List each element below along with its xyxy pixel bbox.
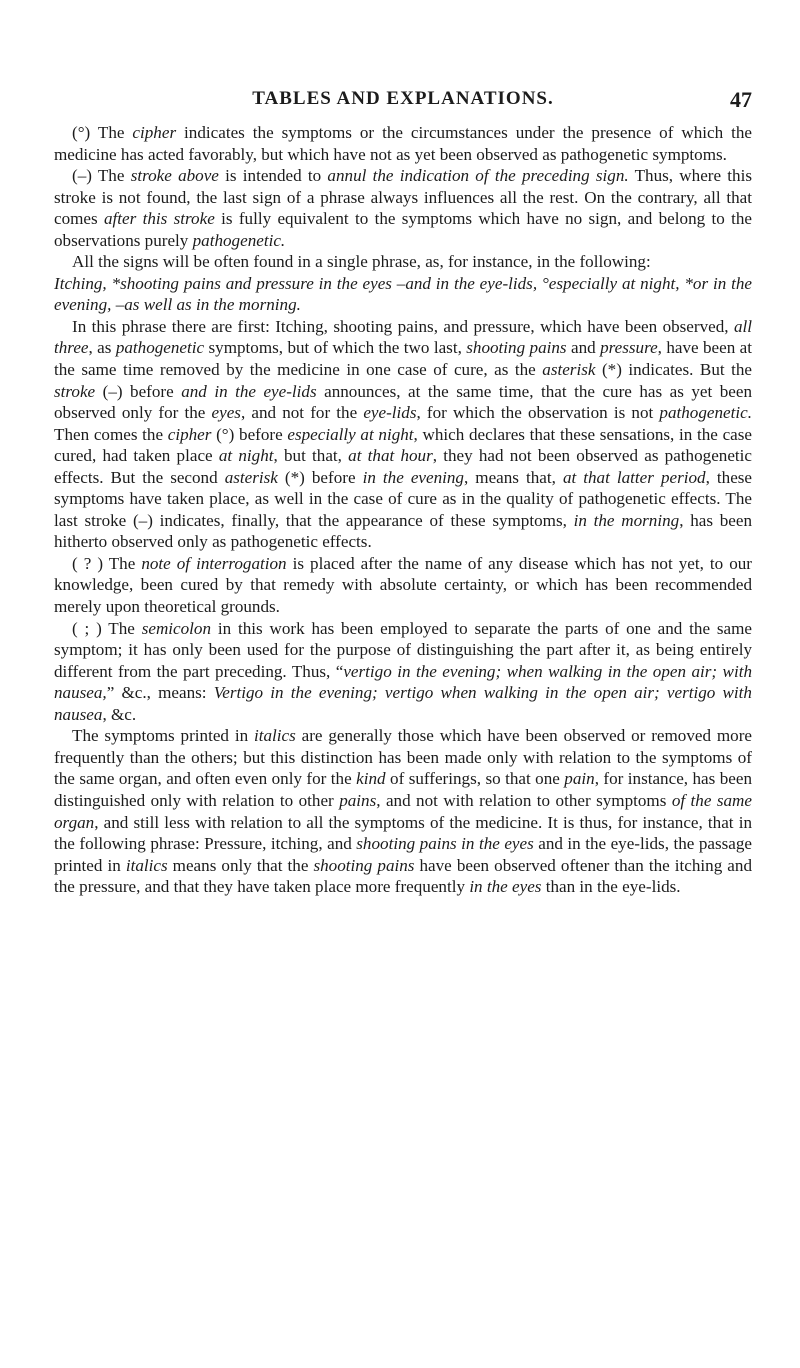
italic-text: asterisk bbox=[224, 467, 278, 487]
text-run: All the signs will be often found in a single phrase, as, for instance, in the following: bbox=[72, 252, 651, 272]
text-run: , has been hitherto observed only as pathogenetic effects. bbox=[54, 510, 752, 552]
italic-text: at that latter period bbox=[562, 467, 706, 487]
italic-text: vertigo in the evening; when walking in the open air; with nausea, bbox=[54, 661, 752, 703]
italic-text: all three bbox=[54, 316, 752, 358]
italic-text: in the evening bbox=[362, 467, 464, 487]
text-run: , means that, bbox=[463, 467, 563, 487]
text-run: , which declares that these sensations, in the case cured, had taken place bbox=[54, 424, 752, 466]
running-head: TABLES AND EXPLANATIONS. bbox=[252, 88, 554, 109]
text-run: (–) before bbox=[95, 381, 182, 401]
text-run: and bbox=[566, 338, 601, 358]
book-page bbox=[54, 88, 752, 898]
text-run: are generally those which have been observed or removed more frequently than the others; but this distinction has been made only with relation to the symptoms of the same organ, and often even only for the bbox=[54, 726, 752, 789]
italic-text: shooting pains in the eyes bbox=[356, 834, 534, 854]
text-run: have been observed oftener than the itching and the pressure, and that they have taken place more frequently bbox=[54, 855, 752, 897]
text-run: is fully equivalent to the symptoms which have no sign, and belong to the observations purely bbox=[54, 209, 752, 250]
italic-text: in the morning bbox=[573, 510, 680, 530]
text-run: , as bbox=[88, 338, 116, 358]
text-run: (*) indicates. But the bbox=[595, 360, 752, 380]
paragraph bbox=[54, 316, 752, 553]
text-run: , and not for the bbox=[240, 403, 364, 423]
italic-text: eyes bbox=[211, 403, 241, 423]
text-run: ( ? ) The bbox=[72, 553, 142, 573]
italic-text: pathogenetic. bbox=[659, 403, 752, 423]
text-run: (°) before bbox=[211, 424, 288, 444]
paragraph bbox=[54, 725, 752, 897]
paragraph bbox=[54, 273, 752, 316]
text-run: (–) The bbox=[72, 166, 131, 186]
paragraph bbox=[54, 618, 752, 726]
text-run: ” &c., means: bbox=[106, 683, 214, 703]
italic-text: shooting pains bbox=[313, 855, 415, 875]
text-run: symptoms, but of which the two last, bbox=[204, 338, 467, 358]
text-run: The symptoms printed in bbox=[72, 726, 254, 746]
italic-text: stroke above bbox=[130, 166, 219, 186]
text-run: In this phrase there are first: Itching, shooting pains, and pressure, which have been observed, bbox=[72, 316, 734, 336]
italic-text: especially at night bbox=[287, 424, 414, 444]
italic-text: note of interrogation bbox=[141, 553, 287, 573]
italic-text: annul the indication of the preceding sign. bbox=[327, 166, 629, 186]
text-run: Thus, where this stroke is not found, the last sign of a phrase always influences all the rest. On the contrary, all that comes bbox=[54, 166, 752, 229]
italic-text: italics bbox=[253, 726, 296, 746]
italic-text: stroke bbox=[54, 381, 96, 401]
text-run: , but that, bbox=[273, 446, 349, 466]
text-run: , these symptoms have taken place, as well in the case of cure as in the quality of pathogenetic effects. The last stroke (–) indicates, finally, that the appearance of these symptoms, bbox=[54, 467, 753, 530]
text-run: is intended to bbox=[218, 166, 328, 186]
text-run: means only that the bbox=[167, 855, 314, 875]
text-run: than in the eye-lids. bbox=[541, 877, 681, 897]
text-run: of sufferings, so that one bbox=[385, 769, 565, 789]
paragraph bbox=[54, 553, 752, 618]
text-run: , and not with relation to other symptoms bbox=[376, 790, 672, 810]
text-run: (°) The bbox=[72, 123, 133, 142]
text-run: , they had not been observed as pathogenetic effects. But the second bbox=[54, 446, 753, 487]
italic-text: cipher bbox=[167, 424, 212, 444]
italic-text: eye-lids bbox=[363, 403, 417, 423]
text-run: in this work has been employed to separate the parts of one and the same symptom; it has only been used for the purpose of distinguishing the part after it, as being entirely different from the part preceding. Thus, “ bbox=[54, 618, 752, 681]
italic-text: pains bbox=[339, 790, 377, 810]
page-header bbox=[54, 88, 752, 122]
italic-text: italics bbox=[125, 855, 168, 875]
text-run: indicates the symptoms or the circumstances under the presence of which the medicine has acted favorably, but which have not as yet been observed as pathogenetic symptoms. bbox=[54, 123, 752, 164]
text-run: , &c. bbox=[102, 704, 137, 724]
italic-text: shooting pains bbox=[466, 338, 567, 358]
paragraph bbox=[54, 165, 752, 251]
italic-text: cipher bbox=[132, 123, 177, 142]
italic-text: pain bbox=[564, 769, 595, 789]
body-text bbox=[54, 122, 752, 898]
page-number: 47 bbox=[730, 87, 752, 112]
italic-text: after this stroke bbox=[104, 209, 215, 229]
paragraph bbox=[54, 122, 752, 165]
text-run: and in the eye-lids, the passage printed in bbox=[54, 834, 752, 875]
italic-text: of the same organ bbox=[54, 790, 752, 832]
italic-text: at night bbox=[218, 446, 274, 466]
italic-text: Itching, *shooting pains and pressure in the eyes –and in the eye-lids, °especially at night, *or in the evening, –as well as in the morning. bbox=[54, 273, 752, 315]
text-run: , for which the observation is not bbox=[416, 403, 660, 423]
text-run: , and still less with relation to all the symptoms of the medicine. It is thus, for instance, that in the following phrase: Pressure, itching, and bbox=[54, 812, 752, 854]
text-run: announces, at the same time, that the cure has as yet been observed only for the bbox=[54, 381, 752, 423]
paragraph bbox=[54, 251, 752, 273]
italic-text: Vertigo in the evening; vertigo when walking in the open air; vertigo with nausea bbox=[54, 683, 752, 724]
italic-text: at that hour bbox=[348, 446, 433, 466]
text-run: Then comes the bbox=[54, 424, 168, 444]
italic-text: and in the eye-lids bbox=[181, 381, 317, 401]
text-run: , for instance, has been distinguished only with relation to other bbox=[54, 769, 752, 810]
italic-text: kind bbox=[356, 769, 386, 789]
italic-text: asterisk bbox=[542, 360, 596, 380]
italic-text: semicolon bbox=[141, 618, 212, 638]
text-run: , have been at the same time removed by the medicine in one case of cure, as the bbox=[54, 338, 753, 380]
italic-text: pathogenetic bbox=[115, 338, 205, 358]
text-run: (*) before bbox=[277, 467, 363, 487]
italic-text: pressure bbox=[600, 338, 658, 358]
text-run: is placed after the name of any disease which has not yet, to our knowledge, been cured by that remedy with absolute certainty, or which has been recommended merely upon theoretical grounds. bbox=[54, 553, 752, 617]
italic-text: pathogenetic. bbox=[192, 230, 286, 250]
italic-text: in the eyes bbox=[469, 877, 542, 897]
text-run: ( ; ) The bbox=[72, 618, 142, 638]
